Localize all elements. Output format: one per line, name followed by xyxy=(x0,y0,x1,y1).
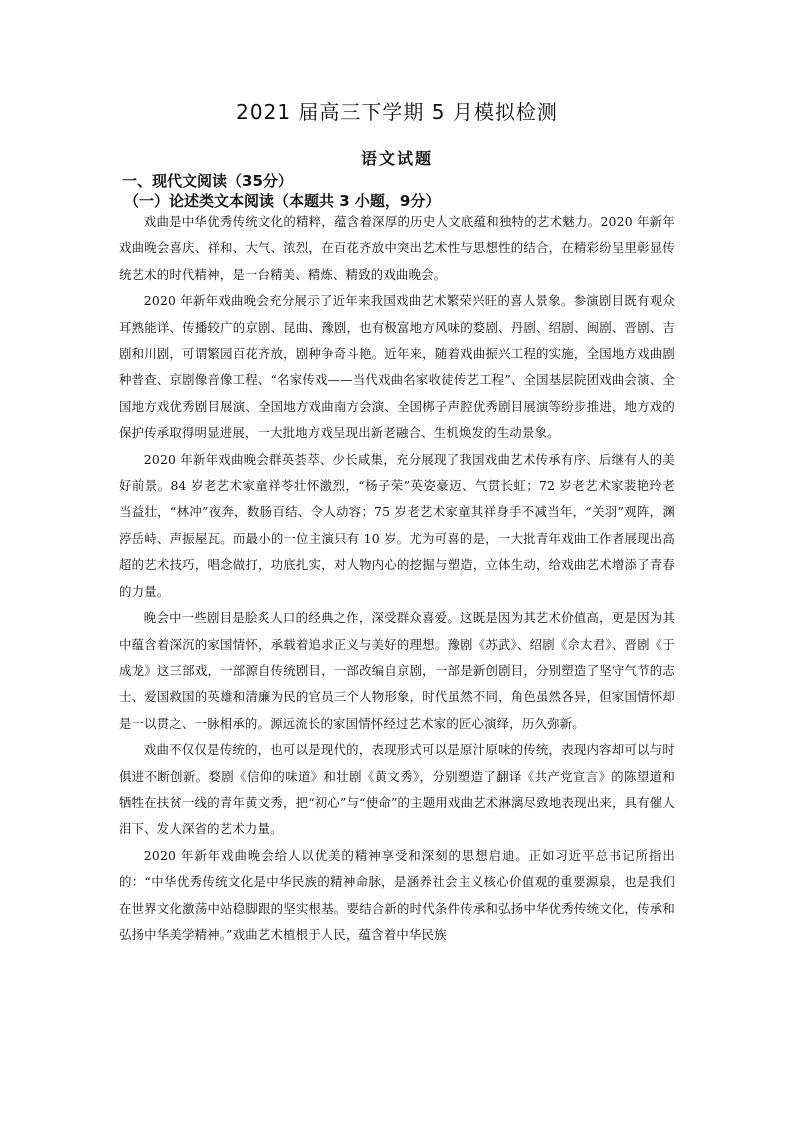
passage-paragraph-6: 2020 年新年戏曲晚会给人以优美的精神享受和深刻的思想启迪。正如习近平总书记所指出的：“中华优秀传统文化是中华民族的精神命脉，是涵养社会主义核心价值观的重要源泉，也是我们在世界文化激荡中站稳脚跟的坚实根基。要结合新的时代条件传承和弘扬中华优秀传统文化，传承和弘扬中华美学精神。”戏曲艺术植根于人民，蕴含着中华民族 xyxy=(119,847,675,942)
section-heading: 一、现代文阅读（35分） xyxy=(122,172,293,190)
passage-body xyxy=(119,209,675,948)
subject-title: 语文试题 xyxy=(360,149,433,168)
passage-paragraph-5: 戏曲不仅仅是传统的，也可以是现代的，表现形式可以是原汁原味的传统，表现内容却可以与时俱进不断创新。婺剧《信仰的味道》和壮剧《黄文秀》，分别塑造了翻译《共产党宣言》的陈望道和牺牲在扶贫一线的青年黄文秀，把“初心”与“使命”的主题用戏曲艺术淋漓尽致地表现出来，具有催人泪下、发人深省的艺术力量。 xyxy=(119,742,675,837)
passage-paragraph-2: 2020 年新年戏曲晚会充分展示了近年来我国戏曲艺术繁荣兴旺的喜人景象。参演剧目既有观众耳熟能详、传播较广的京剧、昆曲、豫剧，也有极富地方风味的婺剧、丹剧、绍剧、闽剧、晋剧、吉剧和川剧，可谓繁园百花齐放，剧种争奇斗艳。近年来，随着戏曲振兴工程的实施，全国地方戏曲剧种普查、京剧像音像工程、“名家传戏——当代戏曲名家收徒传艺工程”、全国基层院团戏曲会演、全国地方戏优秀剧目展演、全国地方戏曲南方会演、全国梆子声腔优秀剧目展演等纷步推进，地方戏的保护传承取得明显进展，一大批地方戏呈现出新老融合、生机焕发的生动景象。 xyxy=(119,293,675,441)
passage-paragraph-3: 2020 年新年戏曲晚会群英荟萃、少长咸集，充分展现了我国戏曲艺术传承有序、后继有人的美好前景。84 岁老艺术家童祥苓壮怀激烈，“杨子荣”英姿豪迈、气贯长虹；72 岁老艺术家裴艳玲老当益壮，“林冲”夜奔，数肠百结、令人动容；75 岁老艺术家童其祥身手不减当年，“关羽”观阵，渊渟岳峙、声振屋瓦。而最小的一位主演只有 10 岁。尤为可喜的是，一大批青年戏曲工作者展现出高超的艺术技巧，唱念做打，功底扎实，对人物内心的挖掘与塑造，立体生动，给戏曲艺术增添了青春的力量。 xyxy=(119,451,675,599)
passage-paragraph-4: 晚会中一些剧目是脍炙人口的经典之作，深受群众喜爱。这既是因为其艺术价值高，更是因为其中蕴含着深沉的家国情怀，承载着追求正义与美好的理想。豫剧《苏武》、绍剧《佘太君》、晋剧《于成龙》这三部戏，一部源自传统剧目，一部改编自京剧，一部是新创剧目，分别塑造了坚守气节的志士、爱国救国的英雄和清廉为民的官员三个人物形象，时代虽然不同，角色虽然各异，但家国情怀却是一以贯之、一脉相承的。源远流长的家国情怀经过艺术家的匠心演绎，历久弥新。 xyxy=(119,610,675,731)
passage-paragraph-1: 戏曲是中华优秀传统文化的精粹，蕴含着深厚的历史人文底蕴和独特的艺术魅力。2020 年新年戏曲晚会喜庆、祥和、大气、浓烈，在百花齐放中突出艺术性与思想性的结合，在精彩纷呈里彰显传统艺术的时代精神，是一台精美、精炼、精致的戏曲晚会。 xyxy=(119,214,675,282)
subsection-heading: （一）论述类文本阅读（本题共 3 小题，9分） xyxy=(124,192,441,210)
exam-title: 2021 届高三下学期 5 月模拟检测 xyxy=(236,100,558,124)
